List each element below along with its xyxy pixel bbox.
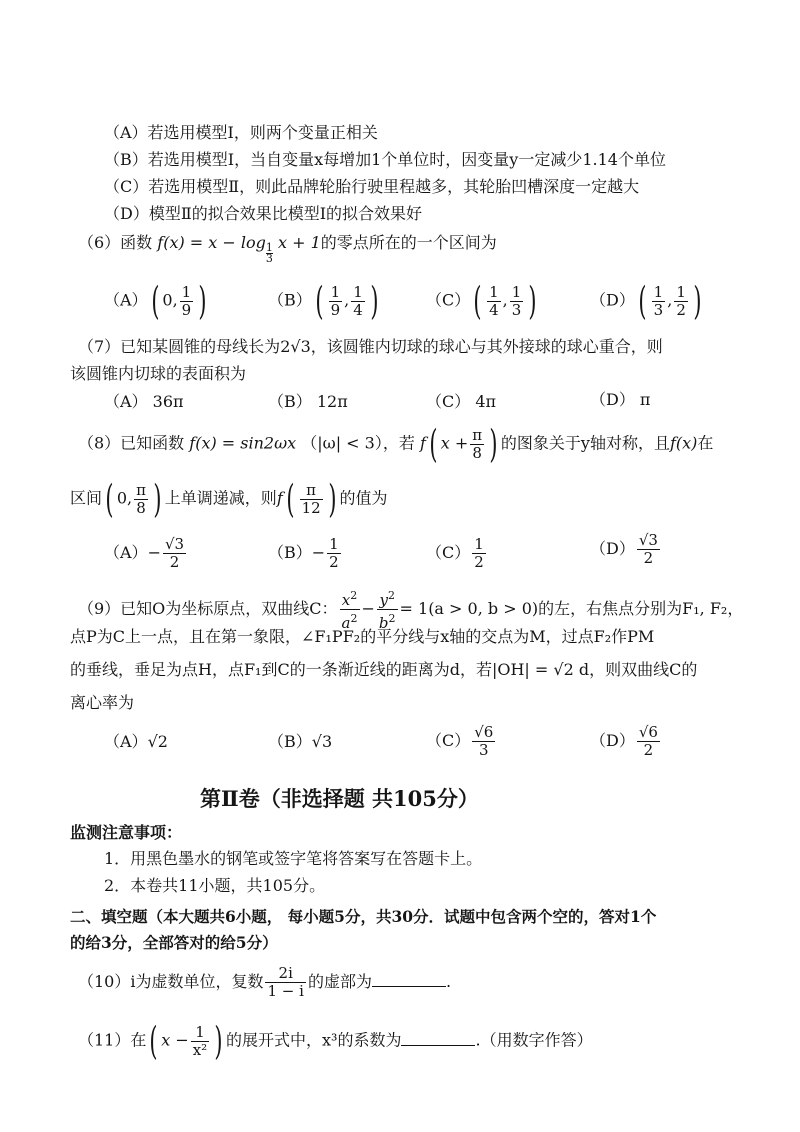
q6-option-a: （A）( 0, $\frac{1}{9}$ )	[104, 279, 207, 323]
q11-num: 1	[191, 1024, 209, 1042]
q10-num: 2i	[265, 965, 305, 983]
q8-line2: 区间( 0, $\frac{\pi}{8}$ ) 上单调递减，则f( $\frac{\pi}{12}$ ) 的值为	[70, 477, 388, 521]
q6-a-den: 9	[181, 300, 192, 319]
q8-option-d-label: （D）	[590, 539, 635, 558]
q8-option-a-num: √3	[164, 535, 185, 553]
q5-option-c: （C）若选用模型Ⅱ，则此品牌轮胎行驶里程越多，其轮胎凹槽深度一定越大	[104, 177, 640, 196]
q11-den: x²	[192, 1040, 208, 1059]
q8-line1-a: （8）已知函数	[78, 433, 185, 453]
q8-option-d-den: 2	[643, 549, 654, 567]
q10-a: （10）i为虚数单位，复数	[78, 972, 264, 991]
q6-base-num: 1	[265, 241, 273, 254]
q6-option-c-label: （C）	[426, 290, 471, 310]
q9-line1-a: （9）已知O为坐标原点，双曲线C：	[78, 599, 338, 618]
q9-line1-tail: = 1(a > 0, b > 0)的左，右焦点分别为F₁, F₂，	[399, 599, 744, 618]
fill-heading-1: 二、填空题（本大题共6小题， 每小题5分，共30分．试题中包含两个空的，答对1个	[70, 907, 657, 926]
note-2: 2．本卷共11小题，共105分。	[104, 876, 326, 895]
note-1: 1．用黑色墨水的钢笔或签字笔将答案写在答题卡上。	[104, 849, 483, 868]
q8-shift-num: π	[472, 425, 483, 444]
q8-interval-left: 0,	[116, 488, 133, 508]
q8-f: f	[276, 488, 283, 508]
q6-d-aden: 3	[653, 300, 664, 319]
q7-option-c: （C） 4π	[426, 392, 497, 411]
q6-base-den: 3	[265, 252, 273, 265]
q7-option-a: （A） 36π	[104, 392, 184, 411]
q8-option-b-den: 2	[329, 553, 339, 571]
q8-option-a-sign: −	[147, 543, 161, 562]
q10-answer-blank[interactable]	[372, 972, 446, 987]
q8-interval-den: 8	[136, 498, 146, 517]
q6-suffix: 的零点所在的一个区间为	[320, 233, 497, 252]
q8-option-d-num: √3	[638, 531, 658, 549]
q5-option-a: （A）若选用模型Ⅰ，则两个变量正相关	[104, 123, 378, 142]
q9-option-a-val: √2	[147, 732, 168, 751]
q10-b: 的虚部为	[307, 972, 372, 991]
q8-line1-b: 的图象关于y轴对称，且	[500, 433, 670, 453]
q9-option-d	[590, 724, 662, 759]
q8-option-c-num: 1	[474, 535, 484, 553]
q8-option-c	[426, 536, 488, 571]
q8-option-b-sign: −	[311, 543, 326, 562]
q8-option-a-label: （A）	[104, 543, 148, 562]
q6-c-bnum: 1	[511, 282, 522, 301]
q6-b-anum: 1	[330, 282, 341, 301]
q7-line2: 该圆锥内切球的表面积为	[70, 364, 247, 383]
q8-option-a-den: 2	[169, 553, 180, 571]
q9-line4: 离心率为	[70, 693, 135, 712]
q6-option-a-label: （A）	[104, 290, 148, 310]
q9-option-c-num: √6	[474, 723, 494, 741]
section-title: 第Ⅱ卷（非选择题 共105分）	[200, 786, 479, 811]
notes-title: 监测注意事项：	[70, 823, 183, 842]
q8-line1: （8）已知函数 f(x) = sin2ωx （|ω| < 3），若 f( x + $\frac{\pi}{8}$ ) 的图象关于y轴对称，且f(x)在	[78, 422, 714, 466]
q9-option-c	[426, 724, 497, 759]
q10-den: 1 − i	[267, 982, 304, 1000]
q6-func: f(x) = x − log	[157, 233, 266, 252]
q8-shift-den: 8	[472, 443, 482, 462]
q8-option-c-den: 2	[474, 553, 484, 571]
q6-a-left: 0	[162, 290, 173, 310]
q11-inner: x −	[161, 1030, 189, 1050]
q8-func: f(x) = sin2ωx	[189, 433, 297, 453]
q6-option-d-label: （D）	[590, 290, 635, 310]
q8-option-d	[590, 532, 662, 567]
q6-d-anum: 1	[653, 282, 664, 301]
q8-option-c-label: （C）	[426, 543, 471, 562]
q5-option-d: （D）模型Ⅱ的拟合效果比模型Ⅰ的拟合效果好	[104, 204, 423, 223]
q8-option-b-label: （B）	[268, 543, 312, 562]
fill-heading-2: 的给3分，全部答对的给5分）	[70, 933, 278, 952]
q8-option-a	[104, 536, 188, 571]
q9-line2: 点P为C上一点，且在第一象限，∠F₁PF₂的平分线与x轴的交点为M，过点F₂作PM	[70, 627, 655, 646]
q6-b-aden: 9	[330, 300, 341, 319]
q8-option-b	[268, 536, 343, 571]
q6-option-d: （D）( $\frac{1}{3}$ , $\frac{1}{2}$ )	[590, 279, 702, 323]
q9-option-d-label: （D）	[590, 731, 635, 750]
q6-prefix: （6）函数	[78, 233, 153, 252]
q7-line1-b: ，该圆锥内切球的球心与其外接球的球心重合，则	[310, 337, 663, 356]
q9-line3: 的垂线，垂足为点H，点F₁到C的一条渐近线的距离为d，若|OH| = √2 d，则双曲线C的	[70, 660, 698, 679]
q11-b: 的展开式中，x³的系数为	[226, 1030, 402, 1050]
q8-interval-num: π	[136, 480, 146, 499]
q9-option-b-label: （B）	[268, 732, 312, 751]
q6-c-anum: 1	[489, 282, 499, 301]
q6-d-bden: 2	[676, 300, 686, 319]
q7-line1	[78, 336, 663, 358]
q8-cond: （|ω| < 3），若	[301, 433, 415, 453]
q9-line1: （9）已知O为坐标原点，双曲线C： $\frac{x^2}{a^2}$ − $\frac{y^2}{b^2}$ = 1(a > 0, b > 0)的左，右焦点分别为F₁, F₂，	[78, 589, 744, 632]
q9-option-c-den: 3	[479, 741, 489, 759]
q11-end: .（用数字作答）	[475, 1030, 593, 1050]
q9-option-a-label: （A）	[104, 732, 148, 751]
q6-option-b-label: （B）	[268, 290, 312, 310]
q8-shift-x: x +	[440, 433, 469, 453]
q5-option-b: （B）若选用模型Ⅰ，当自变量x每增加1个单位时，因变量y一定减少1.14个单位	[104, 150, 666, 169]
q11-a: （11）在	[78, 1030, 147, 1050]
q9-option-b	[268, 731, 332, 753]
q9-option-d-num: √6	[638, 723, 658, 741]
q8-arg-den: 12	[301, 498, 321, 517]
q8-line2-c: 的值为	[339, 488, 388, 508]
q6-option-c: （C）( $\frac{1}{4}$ , $\frac{1}{3}$ )	[426, 279, 537, 323]
q7-value: 2√3	[280, 337, 311, 356]
q6-stem	[78, 232, 497, 264]
q6-c-bden: 3	[511, 300, 522, 319]
q6-option-b: （B）( $\frac{1}{9}$ , $\frac{1}{4}$ )	[268, 279, 379, 323]
q8-arg-num: π	[300, 482, 323, 500]
q6-b-bden: 4	[353, 300, 363, 319]
q8-option-b-num: 1	[329, 535, 339, 553]
q8-line2-a: 区间	[70, 488, 103, 508]
q7-option-d: （D） π	[590, 390, 651, 409]
q9-option-d-den: 2	[643, 741, 654, 759]
q9-option-b-val: √3	[311, 732, 333, 751]
q10-end: .	[445, 972, 452, 991]
q9-option-a	[104, 731, 168, 753]
q6-a-num: 1	[181, 282, 192, 301]
q11-line: （11）在( x − $\frac{1}{\text{x²}}$ ) 的展开式中，x³的系数为 .（用数字作答）	[78, 1019, 593, 1063]
q6-c-aden: 4	[489, 300, 499, 319]
q9-option-c-label: （C）	[426, 731, 471, 750]
q7-option-b: （B） 12π	[268, 392, 348, 411]
q6-b-bnum: 1	[353, 282, 363, 301]
q8-line1-c: 在	[697, 433, 714, 453]
q8-line2-b: 上单调递减，则	[164, 488, 277, 508]
q8-shift-f: f	[419, 433, 426, 453]
q8-fx: f(x)	[669, 433, 698, 453]
q7-line1-a: （7）已知某圆锥的母线长为	[78, 337, 281, 356]
q6-d-bnum: 1	[676, 282, 686, 301]
q10-line	[78, 965, 451, 1000]
q6-func-tail: x + 1	[277, 233, 321, 252]
q11-answer-blank[interactable]	[401, 1031, 475, 1046]
